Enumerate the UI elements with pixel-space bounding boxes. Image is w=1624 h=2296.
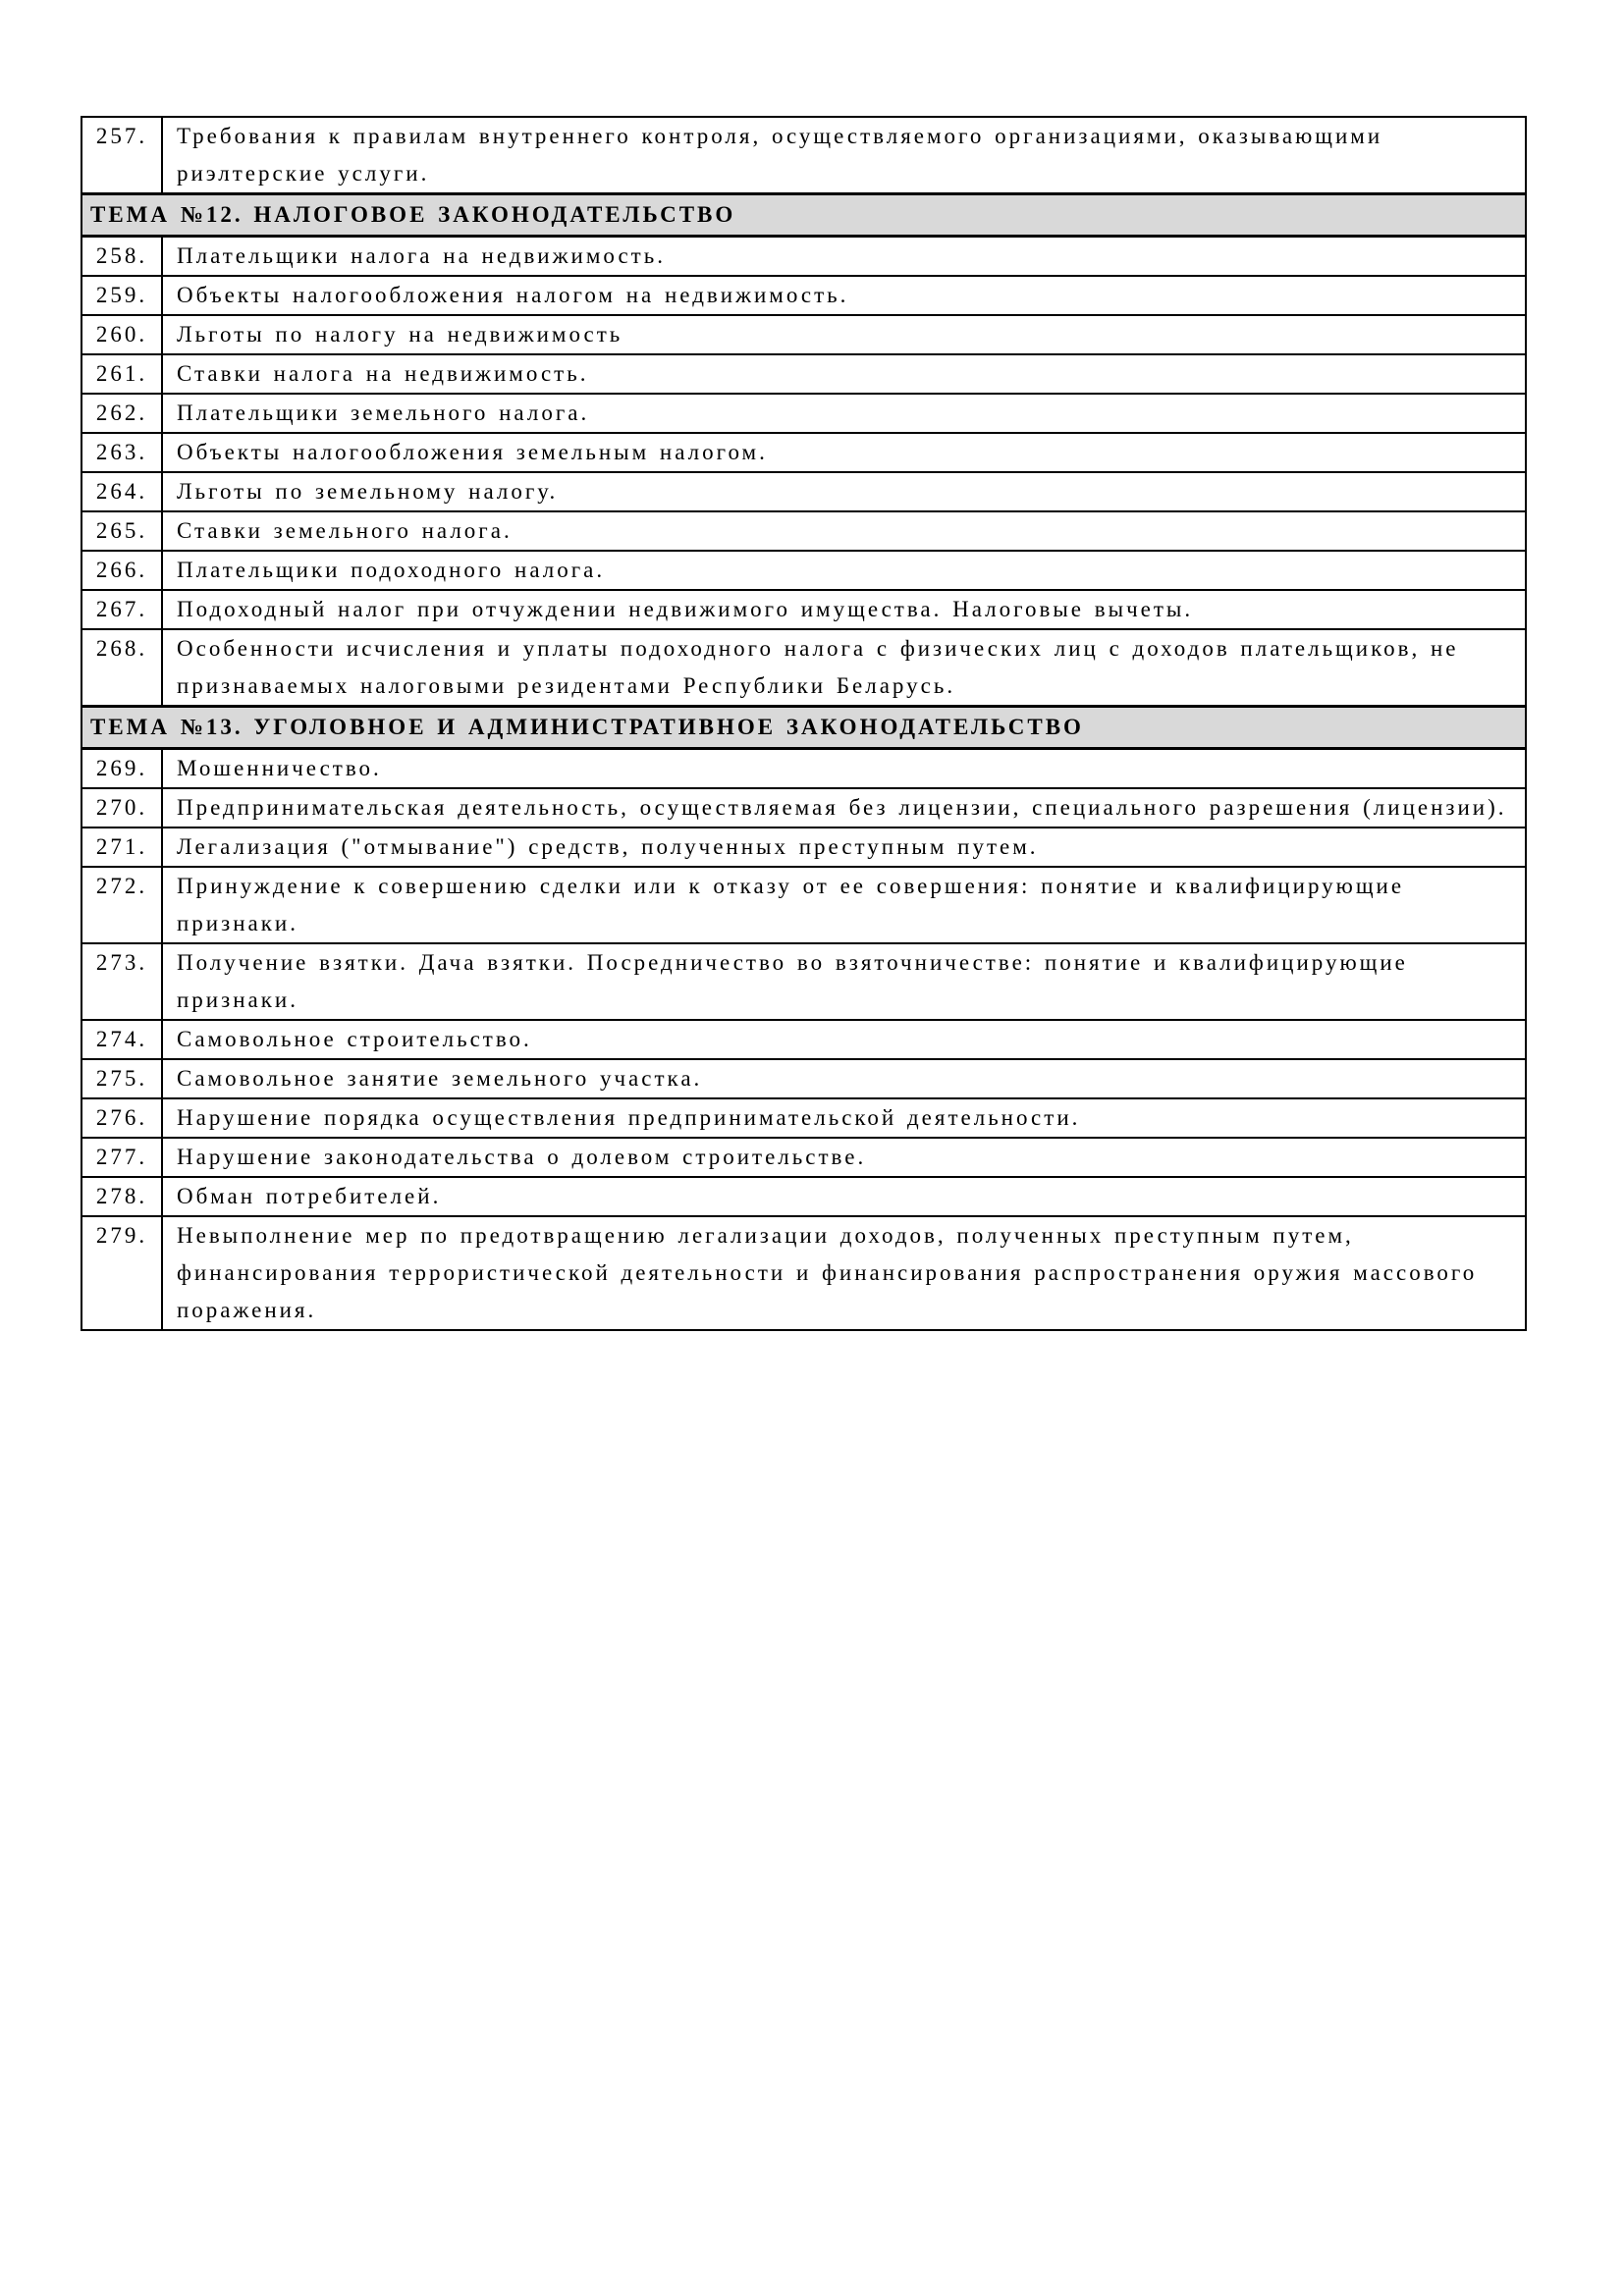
table-row (81, 511, 1526, 551)
table-row (81, 1138, 1526, 1177)
table-row (81, 749, 1526, 789)
row-text: Льготы по земельному налогу. (162, 472, 1526, 511)
row-number: 265. (81, 511, 162, 551)
table-row (81, 315, 1526, 354)
table-row (81, 1177, 1526, 1216)
row-number: 267. (81, 590, 162, 629)
table-row (81, 590, 1526, 629)
topics-table-body (81, 117, 1526, 1330)
table-row (81, 551, 1526, 590)
table-row (81, 828, 1526, 867)
row-number: 271. (81, 828, 162, 867)
row-text: Принуждение к совершению сделки или к отказу от ее совершения: понятие и квалифицирующие признаки. (162, 867, 1526, 943)
table-row (81, 1216, 1526, 1330)
row-text: Особенности исчисления и уплаты подоходного налога с физических лиц с доходов плательщиков, не признаваемых налоговыми резидентами Республики Беларусь. (162, 629, 1526, 707)
row-number: 279. (81, 1216, 162, 1330)
table-row (81, 629, 1526, 707)
row-number: 269. (81, 749, 162, 789)
row-number: 268. (81, 629, 162, 707)
section-header-row (81, 194, 1526, 237)
row-number: 258. (81, 237, 162, 277)
row-text: Плательщики налога на недвижимость. (162, 237, 1526, 277)
table-row (81, 433, 1526, 472)
table-row (81, 1059, 1526, 1098)
row-number: 276. (81, 1098, 162, 1138)
row-text: Легализация ("отмывание") средств, полученных преступным путем. (162, 828, 1526, 867)
row-number: 261. (81, 354, 162, 394)
row-number: 270. (81, 788, 162, 828)
table-row (81, 943, 1526, 1020)
row-number: 264. (81, 472, 162, 511)
row-text: Самовольное занятие земельного участка. (162, 1059, 1526, 1098)
table-row (81, 237, 1526, 277)
row-number: 272. (81, 867, 162, 943)
section-header-title: ТЕМА №13. УГОЛОВНОЕ И АДМИНИСТРАТИВНОЕ ЗАКОНОДАТЕЛЬСТВО (81, 707, 1526, 749)
row-text: Нарушение порядка осуществления предпринимательской деятельности. (162, 1098, 1526, 1138)
topics-table (81, 116, 1527, 1331)
row-number: 274. (81, 1020, 162, 1059)
row-text: Подоходный налог при отчуждении недвижимого имущества. Налоговые вычеты. (162, 590, 1526, 629)
table-row (81, 394, 1526, 433)
table-row (81, 472, 1526, 511)
row-text: Плательщики подоходного налога. (162, 551, 1526, 590)
row-text: Плательщики земельного налога. (162, 394, 1526, 433)
row-number: 257. (81, 117, 162, 194)
row-text: Мошенничество. (162, 749, 1526, 789)
row-number: 277. (81, 1138, 162, 1177)
row-number: 278. (81, 1177, 162, 1216)
table-row (81, 1020, 1526, 1059)
row-text: Льготы по налогу на недвижимость (162, 315, 1526, 354)
row-number: 260. (81, 315, 162, 354)
row-number: 273. (81, 943, 162, 1020)
row-text: Предпринимательская деятельность, осуществляемая без лицензии, специального разрешения (лицензии). (162, 788, 1526, 828)
row-text: Объекты налогообложения налогом на недвижимость. (162, 276, 1526, 315)
row-text: Обман потребителей. (162, 1177, 1526, 1216)
row-text: Ставки налога на недвижимость. (162, 354, 1526, 394)
row-number: 263. (81, 433, 162, 472)
table-row (81, 788, 1526, 828)
table-row (81, 354, 1526, 394)
section-header-row (81, 707, 1526, 749)
row-number: 262. (81, 394, 162, 433)
row-text: Ставки земельного налога. (162, 511, 1526, 551)
row-text: Невыполнение мер по предотвращению легализации доходов, полученных преступным путем, финансирования террористической деятельности и финансирования распространения оружия массового поражения. (162, 1216, 1526, 1330)
table-row (81, 276, 1526, 315)
row-text: Объекты налогообложения земельным налогом. (162, 433, 1526, 472)
row-text: Получение взятки. Дача взятки. Посредничество во взяточничестве: понятие и квалифицирующие признаки. (162, 943, 1526, 1020)
row-number: 259. (81, 276, 162, 315)
table-row (81, 1098, 1526, 1138)
table-row (81, 867, 1526, 943)
table-row (81, 117, 1526, 194)
row-number: 275. (81, 1059, 162, 1098)
row-number: 266. (81, 551, 162, 590)
row-text: Самовольное строительство. (162, 1020, 1526, 1059)
row-text: Требования к правилам внутреннего контроля, осуществляемого организациями, оказывающими риэлтерские услуги. (162, 117, 1526, 194)
row-text: Нарушение законодательства о долевом строительстве. (162, 1138, 1526, 1177)
section-header-title: ТЕМА №12. НАЛОГОВОЕ ЗАКОНОДАТЕЛЬСТВО (81, 194, 1526, 237)
